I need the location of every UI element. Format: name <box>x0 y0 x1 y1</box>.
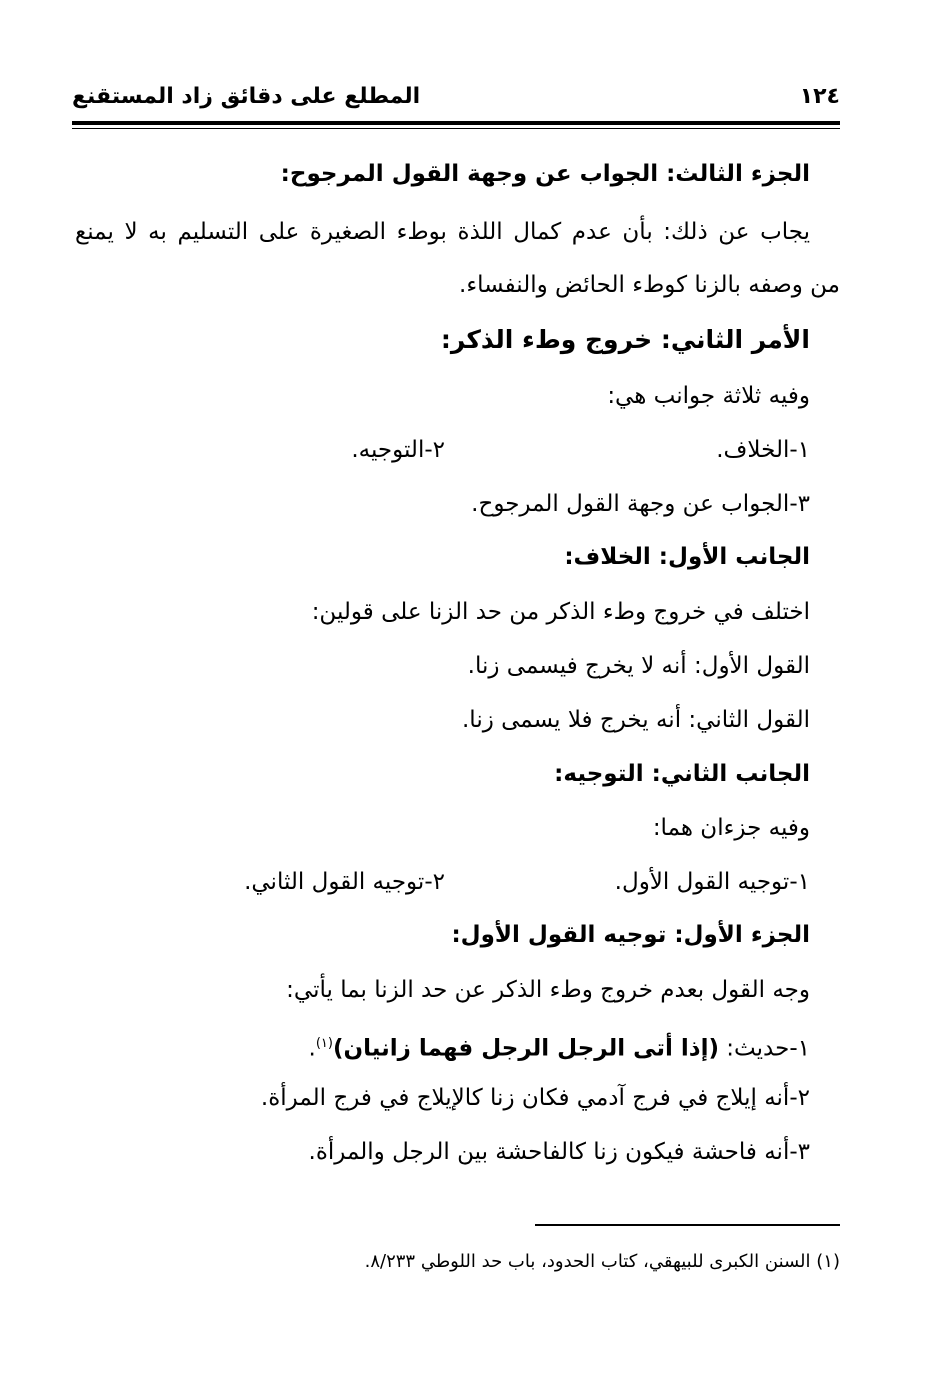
footnote-rule <box>535 1224 840 1226</box>
body-line: القول الثاني: أنه يخرج فلا يسمى زنا. <box>462 707 810 733</box>
list-item: ٢-التوجيه. <box>351 437 445 463</box>
period: . <box>308 1035 316 1062</box>
body-line: وفيه جزءان هما: <box>652 815 810 841</box>
heading-first-aspect: الجانب الأول: الخلاف: <box>564 544 810 570</box>
header-rule-thick <box>72 121 840 125</box>
body-line: وفيه ثلاثة جوانب هي: <box>607 383 810 409</box>
body-line: اختلف في خروج وطء الذكر من حد الزنا على قولين: <box>311 599 810 625</box>
heading-part-three: الجزء الثالث: الجواب عن وجهة القول المرجوح: <box>280 161 810 187</box>
footnote-ref[interactable]: (١) <box>315 1036 333 1051</box>
heading-second-matter: الأمر الثاني: خروج وطء الذكر: <box>440 325 810 354</box>
hadith-line <box>90 1027 810 1061</box>
heading-second-aspect: الجانب الثاني: التوجيه: <box>554 761 810 787</box>
hadith-text: (إذا أتى الرجل الرجل فهما زانيان) <box>332 1035 719 1062</box>
list-item: ٣-الجواب عن وجهة القول المرجوح. <box>471 491 810 517</box>
footnote: (١) السنن الكبرى للبيهقي، كتاب الحدود، باب حد اللوطي ٨/٢٣٣. <box>364 1251 840 1272</box>
body-line: من وصفه بالزنا كوطء الحائض والنفساء. <box>459 272 840 298</box>
book-title: المطلع على دقائق زاد المستقنع <box>72 84 421 109</box>
body-line: وجه القول بعدم خروج وطء الذكر عن حد الزنا بما يأتي: <box>286 977 810 1003</box>
heading-part-one: الجزء الأول: توجيه القول الأول: <box>451 922 810 948</box>
two-column-list <box>90 865 810 899</box>
list-marker: ١-حديث: <box>719 1035 810 1062</box>
page-number: ١٢٤ <box>799 84 840 109</box>
list-item: ١-توجيه القول الأول. <box>614 869 810 895</box>
list-item: ١-الخلاف. <box>716 437 810 463</box>
body-line: القول الأول: أنه لا يخرج فيسمى زنا. <box>467 653 810 679</box>
list-item: ٢-توجيه القول الثاني. <box>244 869 445 895</box>
list-item: ٢-أنه إيلاج في فرج آدمي فكان زنا كالإيلاج في فرج المرأة. <box>260 1085 810 1111</box>
running-header <box>72 80 840 120</box>
header-rule-thin <box>72 128 840 129</box>
body-line: يجاب عن ذلك: بأن عدم كمال اللذة بوطء الصغيرة على التسليم به لا يمنع <box>75 219 810 245</box>
two-column-list <box>90 433 810 467</box>
list-item: ٣-أنه فاحشة فيكون زنا كالفاحشة بين الرجل والمرأة. <box>308 1139 810 1165</box>
